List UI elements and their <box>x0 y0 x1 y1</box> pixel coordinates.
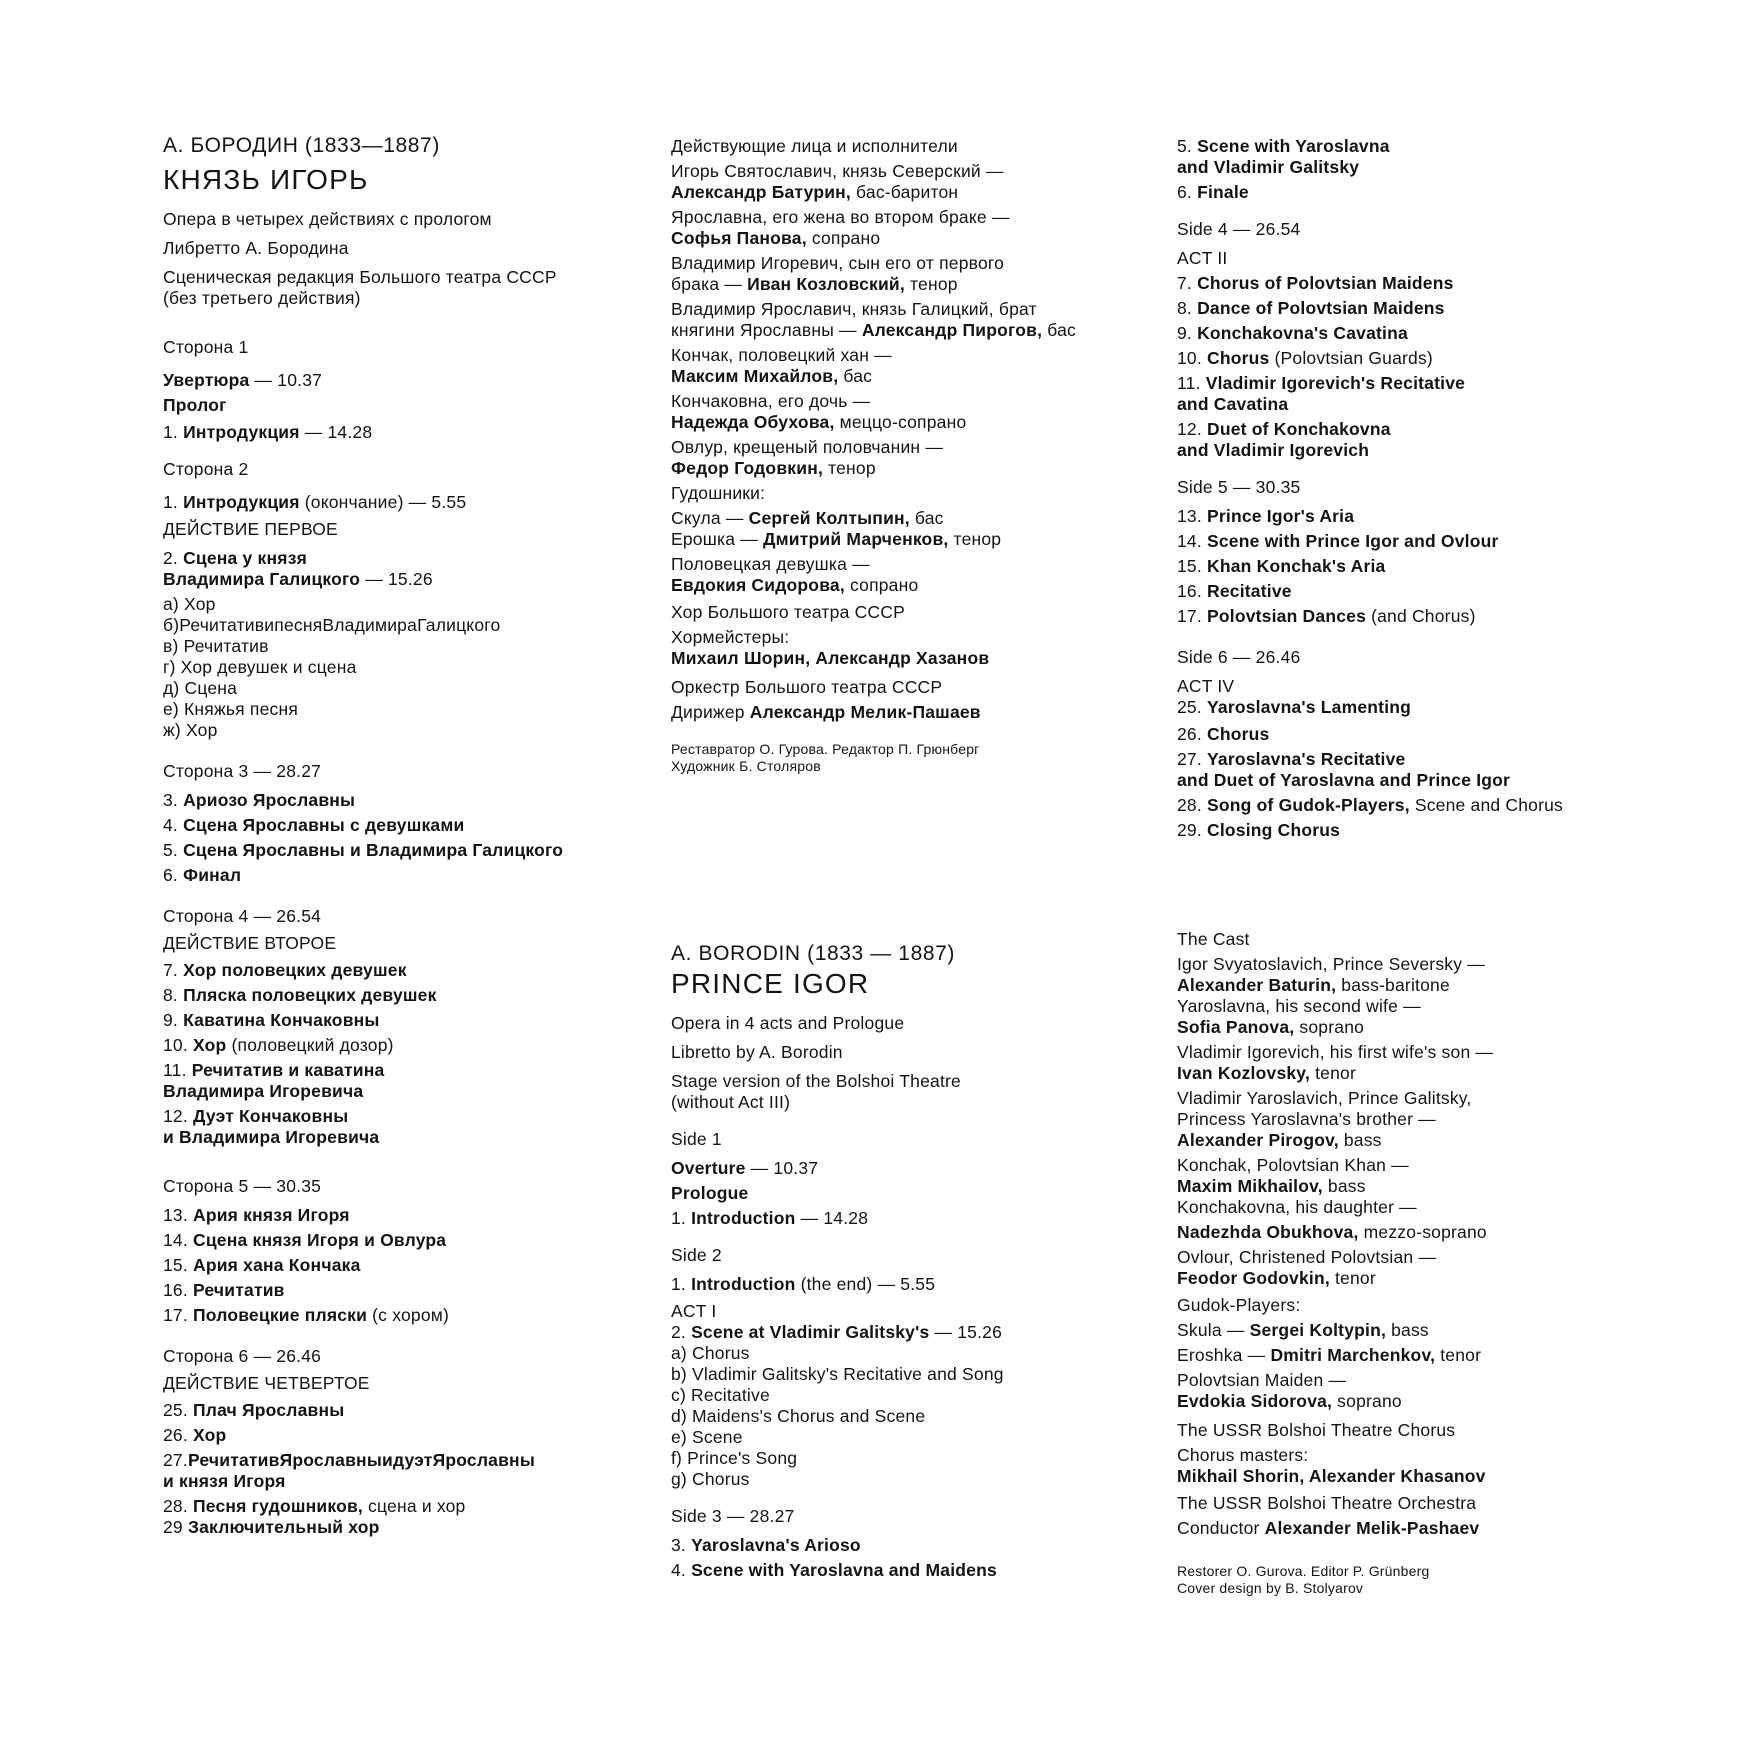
en-cast-singer-8: Skula — Sergei Koltypin, bass <box>1177 1320 1429 1340</box>
ru-cast-heading: Действующие лица и исполнители <box>671 136 958 156</box>
ru-tracklist-column <box>163 133 623 1538</box>
en-cast-gudok: Gudok-Players: <box>1177 1295 1301 1315</box>
ru-track-12-cont: и Владимира Игоревича <box>163 1127 380 1147</box>
en-cast-chorus-masters: Chorus masters: <box>1177 1445 1309 1465</box>
ru-act-4: ДЕЙСТВИЕ ЧЕТВЕРТОЕ <box>163 1373 370 1393</box>
ru-track-29: 29 Заключительный хор <box>163 1517 380 1537</box>
en-track-9: 9. Konchakovna's Cavatina <box>1177 323 1408 343</box>
ru-track-26: 26. Хор <box>163 1425 227 1445</box>
ru-prologue: Пролог <box>163 395 227 415</box>
en-cast-singer-7: Feodor Godovkin, tenor <box>1177 1268 1376 1288</box>
en-cast-role-10: Polovtsian Maiden — <box>1177 1370 1347 1390</box>
en-track-1-end: 1. Introduction (the end) — 5.55 <box>671 1274 936 1294</box>
ru-side-5: Сторона 5 — 30.35 <box>163 1176 322 1196</box>
en-cast-heading: The Cast <box>1177 929 1250 949</box>
ru-subtitle: Опера в четырех действиях с прологом <box>163 209 492 229</box>
en-track-overture: Overture — 10.37 <box>671 1158 819 1178</box>
ru-track-11: 11. Речитатив и каватина <box>163 1060 385 1080</box>
en-track-12: 12. Duet of Konchakovna <box>1177 419 1391 439</box>
en-sub-c: c) Recitative <box>671 1385 770 1405</box>
en-cast-role-2: Yaroslavna, his second wife — <box>1177 996 1421 1016</box>
en-side-4: Side 4 — 26.54 <box>1177 219 1301 239</box>
en-side-3: Side 3 — 28.27 <box>671 1506 795 1526</box>
en-track-15: 15. Khan Konchak's Aria <box>1177 556 1386 576</box>
ru-sub-d: г) Хор девушек и сцена <box>163 657 357 677</box>
en-track-5-cont: and Vladimir Galitsky <box>1177 157 1360 177</box>
ru-cast-role-5: Кончак, половецкий хан — <box>671 345 892 365</box>
en-sub-a: a) Chorus <box>671 1343 750 1363</box>
en-cast-singer-3: Ivan Kozlovsky, tenor <box>1177 1063 1356 1083</box>
ru-track-28: 28. Песня гудошников, сцена и хор <box>163 1496 466 1516</box>
en-track-5: 5. Scene with Yaroslavna <box>1177 136 1390 156</box>
en-prologue: Prologue <box>671 1183 749 1203</box>
ru-track-15: 15. Ария хана Кончака <box>163 1255 361 1275</box>
en-cast-role-5: Konchak, Polovtsian Khan — <box>1177 1155 1409 1175</box>
en-track-17: 17. Polovtsian Dances (and Chorus) <box>1177 606 1476 626</box>
en-cast-conductor: Conductor Alexander Melik-Pashaev <box>1177 1518 1480 1538</box>
ru-cast-role-1: Игорь Святославич, князь Северский — <box>671 161 1004 181</box>
ru-side-1: Сторона 1 <box>163 337 249 357</box>
ru-cast-conductor: Дирижер Александр Мелик-Пашаев <box>671 702 981 722</box>
ru-cast-singer-3: брака — Иван Козловский, тенор <box>671 274 958 294</box>
en-side-6: Side 6 — 26.46 <box>1177 647 1301 667</box>
en-tracklist-cont <box>1177 136 1737 841</box>
en-act-4: ACT IV <box>1177 676 1235 696</box>
ru-cast-role-3: Владимир Игоревич, сын его от первого <box>671 253 1005 273</box>
ru-credits-2: Художник Б. Столяров <box>671 758 821 774</box>
ru-track-2: 2. Сцена у князя <box>163 548 308 568</box>
en-cast-singer-5: Maxim Mikhailov, bass <box>1177 1176 1366 1196</box>
ru-track-17: 17. Половецкие пляски (с хором) <box>163 1305 450 1325</box>
ru-stage-version: Сценическая редакция Большого театра СССР <box>163 267 557 287</box>
ru-track-6: 6. Финал <box>163 865 242 885</box>
en-side-1: Side 1 <box>671 1129 722 1149</box>
ru-track-8: 8. Пляска половецких девушек <box>163 985 437 1005</box>
ru-sub-a: а) Хор <box>163 594 216 614</box>
ru-act-2: ДЕЙСТВИЕ ВТОРОЕ <box>163 933 337 953</box>
en-cast-role-6: Konchakovna, his daughter — <box>1177 1197 1417 1217</box>
en-track-12-cont: and Vladimir Igorevich <box>1177 440 1370 460</box>
ru-track-1: 1. Интродукция — 14.28 <box>163 422 373 442</box>
en-cast-role-7: Ovlour, Christened Polovtsian — <box>1177 1247 1437 1267</box>
ru-track-7: 7. Хор половецких девушек <box>163 960 407 980</box>
en-track-27: 27. Yaroslavna's Recitative <box>1177 749 1406 769</box>
en-track-28: 28. Song of Gudok-Players, Scene and Chorus <box>1177 795 1563 815</box>
ru-sub-e: д) Сцена <box>163 678 238 698</box>
ru-side-6: Сторона 6 — 26.46 <box>163 1346 322 1366</box>
ru-sub-c: в) Речитатив <box>163 636 269 656</box>
en-cast-singer-1: Alexander Baturin, bass-baritone <box>1177 975 1450 995</box>
ru-cast-role-6: Кончаковна, его дочь — <box>671 391 871 411</box>
en-track-1: 1. Introduction — 14.28 <box>671 1208 869 1228</box>
en-track-7: 7. Chorus of Polovtsian Maidens <box>1177 273 1454 293</box>
en-track-6: 6. Finale <box>1177 182 1249 202</box>
ru-track-27-cont: и князя Игоря <box>163 1471 286 1491</box>
en-track-25: 25. Yaroslavna's Lamenting <box>1177 697 1412 717</box>
en-sub-g: g) Chorus <box>671 1469 750 1489</box>
ru-side-4: Сторона 4 — 26.54 <box>163 906 322 926</box>
en-tracklist-start <box>671 941 1141 1581</box>
en-track-2: 2. Scene at Vladimir Galitsky's — 15.26 <box>671 1322 1003 1342</box>
en-act-2: ACT II <box>1177 248 1228 268</box>
en-cast-orchestra: The USSR Bolshoi Theatre Orchestra <box>1177 1493 1477 1513</box>
ru-cast-orchestra: Оркестр Большого театра СССР <box>671 677 943 697</box>
en-cast-column <box>1177 929 1737 1597</box>
ru-track-25: 25. Плач Ярославны <box>163 1400 345 1420</box>
en-cast-chorus-masters-names: Mikhail Shorin, Alexander Khasanov <box>1177 1466 1486 1486</box>
en-cast-singer-6: Nadezhda Obukhova, mezzo-soprano <box>1177 1222 1487 1242</box>
ru-cast-singer-5: Максим Михайлов, бас <box>671 366 873 386</box>
en-track-11: 11. Vladimir Igorevich's Recitative <box>1177 373 1466 393</box>
en-track-16: 16. Recitative <box>1177 581 1292 601</box>
en-libretto: Libretto by A. Borodin <box>671 1042 843 1062</box>
ru-cast-chorus-masters: Хормейстеры: <box>671 627 790 647</box>
en-track-13: 13. Prince Igor's Aria <box>1177 506 1355 526</box>
en-opera-title: PRINCE IGOR <box>671 968 870 999</box>
en-cast-singer-4: Alexander Pirogov, bass <box>1177 1130 1382 1150</box>
ru-cast-singer-6: Надежда Обухова, меццо-сопрано <box>671 412 967 432</box>
ru-act-1: ДЕЙСТВИЕ ПЕРВОЕ <box>163 519 338 539</box>
ru-cast-singer-2: Софья Панова, сопрано <box>671 228 881 248</box>
ru-stage-version-note: (без третьего действия) <box>163 288 361 308</box>
en-track-14: 14. Scene with Prince Igor and Ovlour <box>1177 531 1499 551</box>
en-track-11-cont: and Cavatina <box>1177 394 1289 414</box>
ru-cast-singer-4: княгини Ярославны — Александр Пирогов, бас <box>671 320 1076 340</box>
en-track-4: 4. Scene with Yaroslavna and Maidens <box>671 1560 997 1580</box>
en-track-8: 8. Dance of Polovtsian Maidens <box>1177 298 1445 318</box>
en-credits-1: Restorer O. Gurova. Editor P. Grünberg <box>1177 1563 1430 1579</box>
ru-track-overture: Увертюра — 10.37 <box>163 370 323 390</box>
ru-cast-chorus-masters-names: Михаил Шорин, Александр Хазанов <box>671 648 990 668</box>
en-cast-singer-2: Sofia Panova, soprano <box>1177 1017 1365 1037</box>
ru-track-4: 4. Сцена Ярославны с девушками <box>163 815 465 835</box>
en-cast-singer-9: Eroshka — Dmitri Marchenkov, tenor <box>1177 1345 1482 1365</box>
en-cast-singer-10: Evdokia Sidorova, soprano <box>1177 1391 1402 1411</box>
ru-cast-role-4: Владимир Ярославич, князь Галицкий, брат <box>671 299 1037 319</box>
ru-cast-singer-10: Евдокия Сидорова, сопрано <box>671 575 919 595</box>
en-sub-d: d) Maidens's Chorus and Scene <box>671 1406 926 1426</box>
ru-track-27: 27.РечитативЯрославныидуэтЯрославны <box>163 1450 535 1470</box>
ru-track-14: 14. Сцена князя Игоря и Овлура <box>163 1230 447 1250</box>
ru-cast-singer-8: Скула — Сергей Колтыпин, бас <box>671 508 944 528</box>
ru-cast-gudok: Гудошники: <box>671 483 766 503</box>
en-credits-2: Cover design by B. Stolyarov <box>1177 1580 1364 1596</box>
en-track-27-cont: and Duet of Yaroslavna and Prince Igor <box>1177 770 1511 790</box>
ru-cast-role-2: Ярославна, его жена во втором браке — <box>671 207 1010 227</box>
ru-track-16: 16. Речитатив <box>163 1280 285 1300</box>
en-stage-version-note: (without Act III) <box>671 1092 791 1112</box>
ru-cast-singer-7: Федор Годовкин, тенор <box>671 458 876 478</box>
ru-cast-singer-1: Александр Батурин, бас-баритон <box>671 182 959 202</box>
en-cast-chorus: The USSR Bolshoi Theatre Chorus <box>1177 1420 1456 1440</box>
ru-composer: А. БОРОДИН (1833—1887) <box>163 134 440 157</box>
ru-libretto: Либретто А. Бородина <box>163 238 349 258</box>
en-stage-version: Stage version of the Bolshoi Theatre <box>671 1071 961 1091</box>
en-act-1: ACT I <box>671 1301 717 1321</box>
ru-side-2: Сторона 2 <box>163 459 249 479</box>
en-side-5: Side 5 — 30.35 <box>1177 477 1301 497</box>
ru-track-3: 3. Ариозо Ярославны <box>163 790 356 810</box>
en-sub-e: e) Scene <box>671 1427 743 1447</box>
ru-track-11-cont: Владимира Игоревича <box>163 1081 364 1101</box>
en-cast-role-4: Vladimir Yaroslavich, Prince Galitsky, <box>1177 1088 1472 1108</box>
en-track-10: 10. Chorus (Polovtsian Guards) <box>1177 348 1433 368</box>
en-composer: A. BORODIN (1833 — 1887) <box>671 942 956 965</box>
ru-track-2-cont: Владимира Галицкого — 15.26 <box>163 569 433 589</box>
ru-track-1-end: 1. Интродукция (окончание) — 5.55 <box>163 492 467 512</box>
ru-side-3: Сторона 3 — 28.27 <box>163 761 322 781</box>
ru-track-5: 5. Сцена Ярославны и Владимира Галицкого <box>163 840 564 860</box>
en-track-29: 29. Closing Chorus <box>1177 820 1341 840</box>
en-cast-role-4-cont: Princess Yaroslavna's brother — <box>1177 1109 1436 1129</box>
ru-track-9: 9. Каватина Кончаковны <box>163 1010 380 1030</box>
en-cast-role-1: Igor Svyatoslavich, Prince Seversky — <box>1177 954 1485 974</box>
ru-track-12: 12. Дуэт Кончаковны <box>163 1106 349 1126</box>
ru-cast-role-10: Половецкая девушка — <box>671 554 870 574</box>
ru-credits-1: Реставратор О. Гурова. Редактор П. Грюнберг <box>671 741 980 757</box>
ru-cast-column <box>671 136 1141 775</box>
en-sub-b: b) Vladimir Galitsky's Recitative and Song <box>671 1364 1004 1384</box>
en-track-3: 3. Yaroslavna's Arioso <box>671 1535 861 1555</box>
ru-track-10: 10. Хор (половецкий дозор) <box>163 1035 394 1055</box>
ru-sub-b: б)РечитативипесняВладимираГалицкого <box>163 615 501 635</box>
en-side-2: Side 2 <box>671 1245 722 1265</box>
en-track-26: 26. Chorus <box>1177 724 1270 744</box>
ru-cast-chorus: Хор Большого театра СССР <box>671 602 905 622</box>
en-subtitle: Opera in 4 acts and Prologue <box>671 1013 905 1033</box>
ru-cast-role-7: Овлур, крещеный половчанин — <box>671 437 944 457</box>
en-sub-f: f) Prince's Song <box>671 1448 798 1468</box>
en-cast-role-3: Vladimir Igorevich, his first wife's son — <box>1177 1042 1494 1062</box>
ru-sub-g: ж) Хор <box>163 720 218 740</box>
ru-cast-singer-9: Ерошка — Дмитрий Марченков, тенор <box>671 529 1002 549</box>
ru-opera-title: КНЯЗЬ ИГОРЬ <box>163 164 369 195</box>
ru-track-13: 13. Ария князя Игоря <box>163 1205 350 1225</box>
ru-sub-f: е) Княжья песня <box>163 699 299 719</box>
